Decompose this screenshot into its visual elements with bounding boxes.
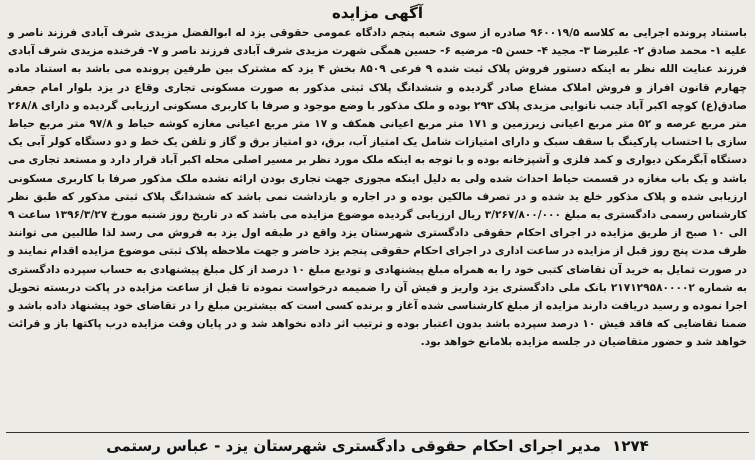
notice-body: باستناد پرونده اجرایی به کلاسه ۹۶۰۰۱۹/۵ صادره از سوی شعبه پنجم دادگاه عمومی حقوقی یزد له ابوالفضل مزیدی شرف آبادی فرزند ناصر و علیه ۱- محمد صادق ۲- علیرضا ۳- مجید ۴- حسن ۵- مرضیه ۶- حسین همگی شهرت مزیدی شرف آبادی فرزند ناصر و ۷- فرخنده مزیدی شرف آبادی فرزند عنایت الله نظر به اینکه دستور فروش پلاک ثبت شده ۹ فرعی ۸۵۰۹ بخش ۴ یزد که مشترک بین طرفین پرونده می باشد به استناد ماده چهارم قانون افراز و فروش املاک مشاع صادر گردیده و ششدانگ پلاک ثبتی مذکور به صورت مسکونی تجاری وقاع در یزد بلوار امام جعفر صادق(ع) کوچه اکبر آباد جنب نانوایی مزیدی پلاک ۲۹۳ بوده و ملک مذکور با وضع موجود و صرفا با کاربری مسکونی ارزیابی گردیده و دارای ۲۶۸/۸ متر مربع عرصه و ۵۲ متر مربع اعیانی زیرزمین و ۱۷۱ متر مربع اعیانی همکف و ۱۷ متر مربع اعیانی مغازه کوشه حیاط و ۹۷/۸ متر مربع حیاط سازی با احتساب پارکینگ با سقف سبک و دارای امتیازات شامل یک امتیاز آب، برق، دو امتیاز برق و گاز و تلفن یک خط و دو دستگاه کولر آبی یک دستگاه آبگرمکن دیواری و کمد فلزی و آشپزخانه بوده و با توجه به اینکه ملک مورد نظر بر مسیر اصلی محله اکبر آباد قرار دارد و مستعد تجاری می باشد و یک باب مغازه در قسمت حیاط احداث شده ولی به دلیل اینکه مجوزی جهت تجاری بودن ارائه نشده ملک مذکور صرفا با کاربری مسکونی ارزیابی شده و پلاک مذکور خلع ید شده و در تصرف مالکین بوده و در اجاره و بازداشت نمی باشد که ششدانگ پلاک ثبتی مذکور که طبق نظر کارشناس رسمی دادگستری به مبلغ ۳/۲۶۷/۸۰۰/۰۰۰ ریال ارزیابی گردیده موضوع مزایده می باشد که در تاریخ روز شنبه مورخ ۱۳۹۶/۳/۲۷ ساعت ۹ الی ۱۰ صبح از طریق مزایده در اجرای احکام حقوقی دادگستری شهرستان یزد واقع در طبقه اول یزد به فروش می رسد لذا طالبین می توانند ظرف مدت پنج روز قبل از مزایده در ساعت اداری در اجرای احکام حقوقی پنجم یزد حاضر و جهت ملاحظه پلاک ثبتی موضوع مزایده اقدام نمایند و در صورت تمایل به خرید آن تقاضای کتبی خود را به همراه مبلغ پیشنهادی و تودیع مبلغ ۱۰ درصد از کل مبلغ پیشنهادی به حساب سپرده دادگستری به شماره ۲۱۷۱۲۹۵۸۰۰۰۰۲ بانک ملی دادگستری یزد واریز و فیش آن را ضمیمه درخواست نموده تا قبل از ساعت مزایده در پاکت دربسته تحویل اجرا نموده و رسید دریافت دارند مزایده از مبلغ کارشناسی شده آغاز و برنده کسی است که بیشترین مبلغ را در تقاضای خود پیشنهاد داده باشد و ضمنا تقاضایی که فاقد فیش ۱۰ درصد سپرده باشد بدون اعتبار بوده و ترتیب اثر داده نخواهد شد و در پایان وقت مزایده درب پاکتها باز و قرائت خواهد شد و حضور متقاضیان در جلسه مزایده بلامانع خواهد بود. bbox=[8, 27, 747, 349]
footer-divider bbox=[6, 432, 749, 433]
footer-signature: مدیر اجرای احکام حقوقی دادگستری شهرستان یزد - عباس رستمی bbox=[106, 437, 601, 455]
notice-footer bbox=[0, 436, 755, 456]
footer-number: ۱۲۷۴ bbox=[612, 437, 649, 455]
notice-title: آگهی مزایده bbox=[331, 4, 424, 22]
